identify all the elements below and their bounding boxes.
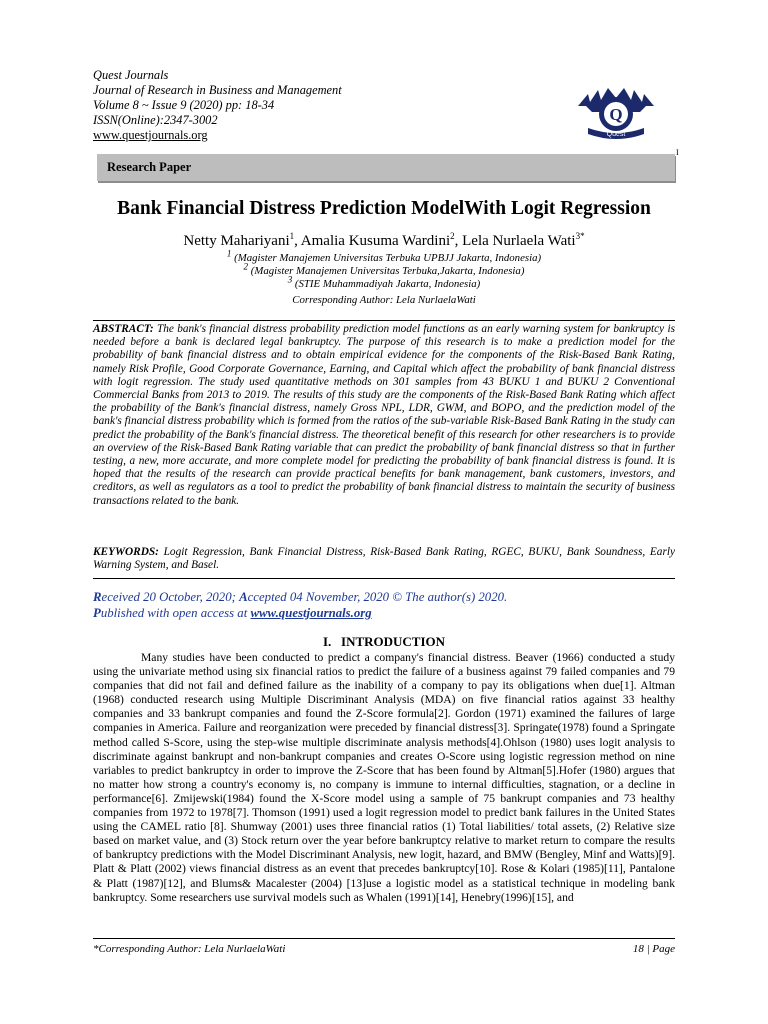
affiliation: [60, 248, 708, 265]
author-sup: 3*: [575, 231, 585, 241]
affiliation-text: (STIE Muhammadiyah Jakarta, Indonesia): [292, 278, 481, 290]
abstract: [93, 323, 675, 508]
journal-name: Quest Journals: [93, 68, 169, 82]
keywords-text: Logit Regression, Bank Financial Distress, Risk-Based Bank Rating, RGEC, BUKU, Bank Soundness, Early Warning System, and Basel.: [93, 546, 675, 572]
abstract-bottom-rule: [93, 578, 675, 579]
section-title: INTRODUCTION: [341, 634, 446, 649]
author-name: Amalia Kusuma Wardini: [300, 233, 451, 249]
logo-letter: Q: [609, 105, 623, 124]
corresponding-author: Corresponding Author: Lela NurlaelaWati: [292, 294, 476, 306]
keywords-label: KEYWORDS:: [93, 546, 159, 558]
journal-title: Journal of Research in Business and Management: [93, 83, 342, 97]
received-accepted-line: [93, 589, 675, 605]
quest-logo: [574, 72, 658, 142]
journal-issn: ISSN(Online):2347-3002: [93, 113, 218, 127]
published-line: [93, 605, 675, 621]
author-sup: 2: [450, 231, 455, 241]
author-list: [60, 231, 708, 251]
received-cap: R: [93, 590, 102, 604]
author-sup: 1: [289, 231, 295, 241]
section-heading: [60, 634, 708, 650]
affiliation-text: (Magister Manajemen Universitas Terbuka,Jakarta, Indonesia): [248, 265, 525, 277]
keywords: [93, 546, 675, 572]
introduction-paragraph: Many studies have been conducted to predict a company's financial distress. Beaver (1966) conducted a study using the univariate method using six financial ratios to predict the failure of a business against 79 failed companies and 79 companies that did not fail and defined failure as the inability of a company to pay its obligations when due[1]. Altman (1968) conducted research using Multiple Discriminant Analysis (MDA) on five financial ratios against 33 healthy companies and 33 bankrupt companies and found the Z-Score formula[2]. Gordon (1971) examined the failures of large companies in America. Failure and reorganization were preceded by financial distress[3]. Springate(1978) found a Springate method called S-Score, using the step-wise multiple discriminate analysis methods[4].Ohlson (1980) uses logit analysis to discriminate against bankrupt and non-bankrupt companies and creates O-Score using logistic regression method on nine variables to predict bankruptcy in order to improve the Z-Score that has been found by Altman[5].Hofer (1980) argues that no matter how strong a country's economy is, no company is immune to internal difficulties, stagnation, or a decline in performance[6]. Zmijewski(1984) found the X-Score model using a sample of 75 bankrupt companies and 73 healthy companies from 1972 to 1978[7]. Thomson (1991) used a logit regression model to predict bank failures in the United States using the CAMEL ratio [8]. Shumway (2001) uses three financial ratios (1) Total liabilities/ total assets, (2) Relative size based on market value, and (3) Stock return over the year before bankruptcy relative to market return to compare the results of bankruptcy predictions with the Model Discriminant Analysis, new logit, hazard, and BMW (Bengley, Minf and Watts)[9]. Platt & Platt (2002) views financial distress as an event that precedes bankruptcy[10]. Rose & Kolari (1985)[11], Pantalone & Platt (1987)[12], and Blums& Macalester (2004) [13]use a logistic model as a statistical technique in modeling bank bankruptcy. Some researchers use survival models such as Whalen (1991)[14], Henebry(1996)[15], and: [93, 651, 675, 904]
page-number: 18 | Page: [632, 943, 675, 955]
affiliation: [60, 261, 708, 278]
footer-rule: [93, 938, 675, 939]
author-name: Lela Nurlaela Wati: [462, 233, 576, 249]
journal-volume: Volume 8 ~ Issue 9 (2020) pp: 18-34: [93, 98, 275, 112]
author-name: Netty Mahariyani: [183, 233, 290, 249]
footer-corresponding-author: *Corresponding Author: Lela NurlaelaWati: [93, 943, 286, 955]
accepted-cap: A: [239, 590, 248, 604]
publication-dates: [93, 589, 675, 621]
author-separator: ,: [454, 233, 463, 249]
journal-url-link[interactable]: www.questjournals.org: [93, 128, 208, 142]
paper-title: Bank Financial Distress Prediction ModelWith Logit Regression: [117, 198, 651, 219]
abstract-label: ABSTRACT:: [93, 323, 154, 335]
affiliation-text: (Magister Manajemen Universitas Terbuka UPBJJ Jakarta, Indonesia): [231, 252, 542, 264]
corner-mark: I: [676, 148, 679, 157]
abstract-text: The bank's financial distress probability prediction model functions as an early warning system for bankruptcy is needed before a bank is declared legal bankruptcy. The purpose of this research is to make a prediction model for the probability of bank financial distress and to obtain empirical evidence for the components of the Risk-Based Bank Rating, namely Risk Profile, Good Corporate Governance, Earning, and Capital which affect the probability of bank financial distress with logit regression. The study used quantitative methods on 301 samples from 43 BUKU 1 and BUKU 2 Conventional Commercial Banks from 2013 to 2019. The results of this study are the components of the Risk-Based Bank Rating which affect the probability of the Bank's financial distress, namely Gross NPL, LDR, GWM, and BOPO, and the prediction model of the bank's financial distress probability which is formed from the ratios of the sub-variable Risk-Based Bank Rating in the study can predict the probability of the Bank's financial distress. The theoretical benefit of this research for other researchers is to provide an overview of the Risk-Based Bank Rating variable that can predict the probability of bank financial distress so that in further testing, a new, more accurate, and more complete model for predicting the probability of bank financial distress is found. It is hoped that the results of the research can provide practical benefits for bank management, bank customers, investors, and creditors, as well as regulators as a tool to predict the probability of bank financial distress to maintain the security of business transactions related to the bank.: [93, 323, 675, 507]
published-text: ublished with open access at: [100, 606, 251, 620]
affiliation-sup: 1: [226, 248, 232, 259]
abstract-top-rule: [93, 320, 675, 321]
paper-type-bar: Research Paper: [97, 154, 675, 181]
published-link[interactable]: www.questjournals.org: [250, 606, 372, 620]
logo-text: Quest: [606, 131, 626, 138]
journal-header: [93, 68, 513, 143]
author-separator: ,: [294, 233, 301, 249]
published-cap: P: [93, 606, 101, 620]
accepted-text: ccepted 04 November, 2020 © The author(s) 2020.: [247, 590, 508, 604]
affiliation: [60, 274, 708, 291]
affiliation-sup: 2: [243, 261, 249, 272]
received-text: eceived 20 October, 2020;: [101, 590, 240, 604]
section-number: I.: [322, 634, 332, 649]
affiliation-sup: 3: [287, 274, 293, 285]
